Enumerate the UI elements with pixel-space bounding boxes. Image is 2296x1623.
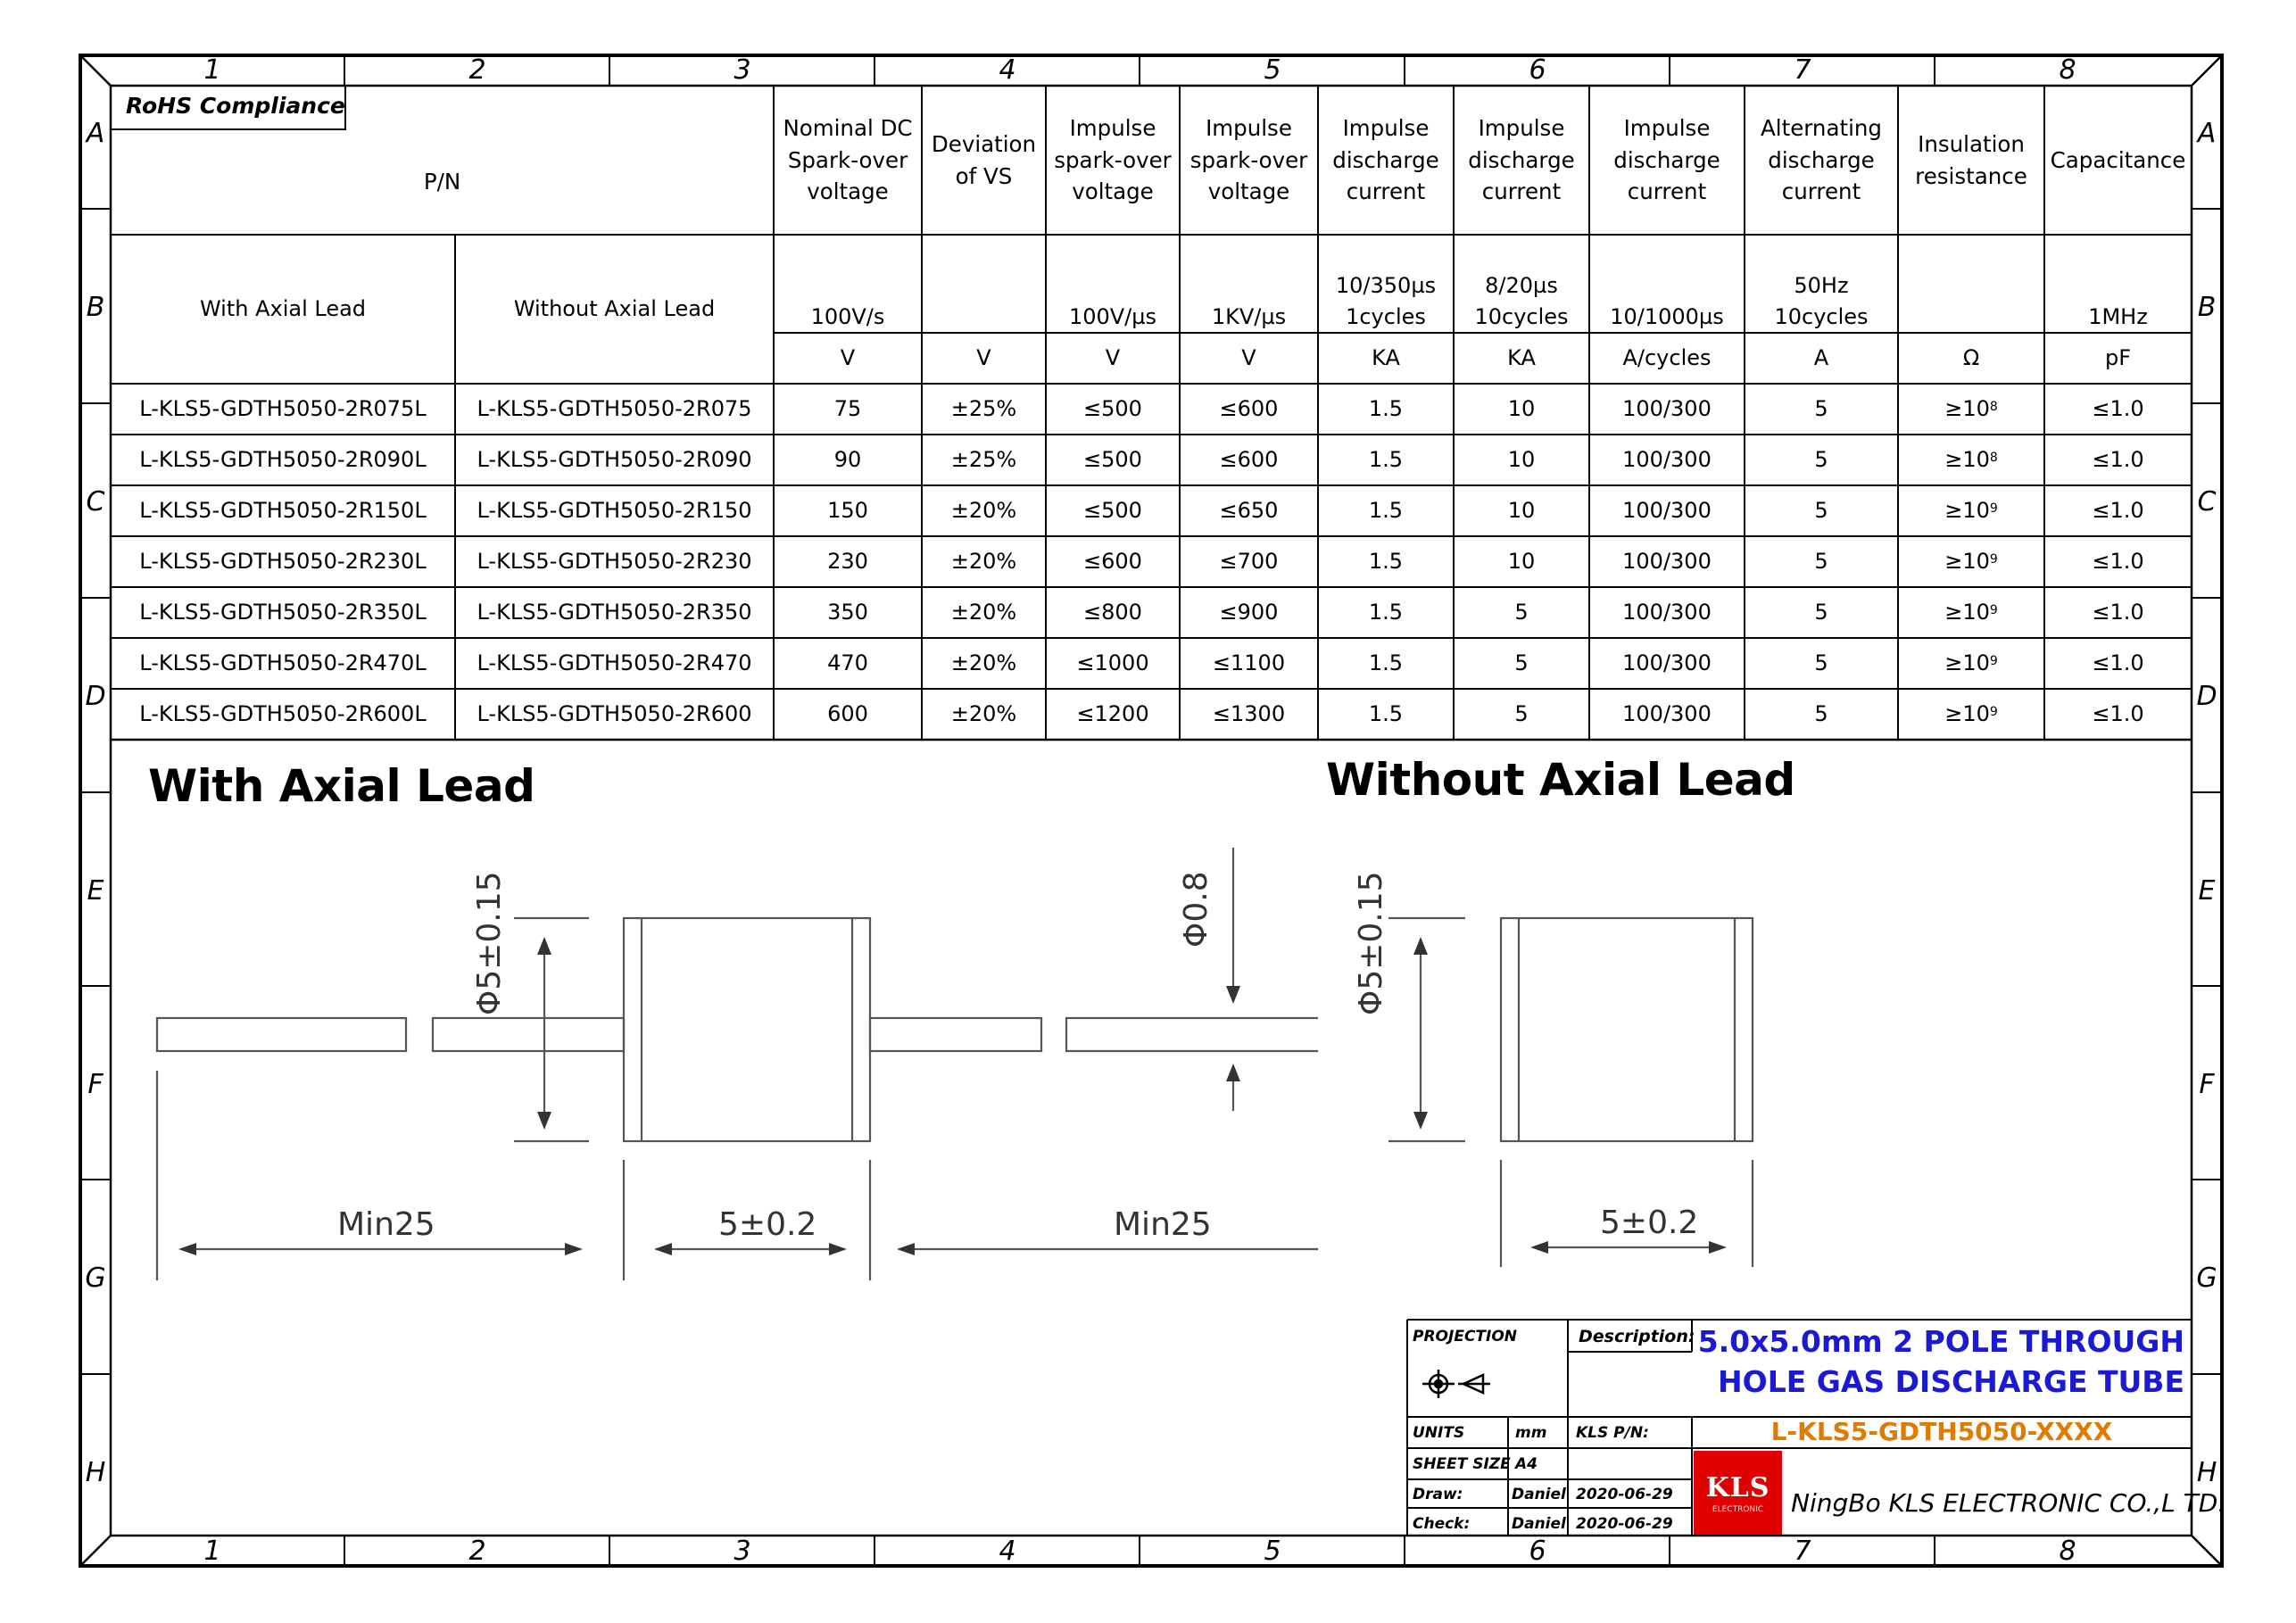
unit-cell: pF xyxy=(2104,345,2132,371)
discharge-8-20-value: 5 xyxy=(1514,701,1529,727)
lead-diameter-dim: Φ0.8 xyxy=(1178,871,1214,948)
deviation-value: ±20% xyxy=(950,701,1017,727)
description-line: HOLE GAS DISCHARGE TUBE xyxy=(1718,1363,2184,1399)
pn-without-lead: L-KLS5-GDTH5050-2R470 xyxy=(477,650,752,676)
insulation-value: ≥10 $^9$ xyxy=(1944,498,1998,524)
dc-sparkover-value: 75 xyxy=(833,396,862,422)
dc-sparkover-value: 600 xyxy=(827,701,868,727)
insulation-value: ≥10 $^9$ xyxy=(1944,600,1998,625)
param-header: Insulation resistance xyxy=(1915,130,2027,189)
zone-row-label: D xyxy=(85,681,106,712)
condition-cell: 10/1000µs xyxy=(1610,304,1724,330)
zone-col-label: 3 xyxy=(734,1536,751,1567)
third-angle-projection-icon xyxy=(1419,1365,1499,1403)
lead-length-dim: Min25 xyxy=(1114,1206,1212,1243)
pn-with-lead: L-KLS5-GDTH5050-2R470L xyxy=(139,650,427,676)
zone-col-label: 5 xyxy=(1264,54,1281,86)
units-value: mm xyxy=(1515,1424,1547,1442)
zone-col-label: 4 xyxy=(999,54,1016,86)
impulse-100v-value: ≤500 xyxy=(1083,396,1142,422)
body-diameter-dim: Φ5±0.15 xyxy=(471,871,508,1015)
ac-discharge-value: 5 xyxy=(1814,650,1828,676)
unit-cell: V xyxy=(1105,345,1121,371)
condition-cell: 50Hz 10cycles xyxy=(1774,273,1869,330)
description-line: 5.0x5.0mm 2 POLE THROUGH xyxy=(1697,1324,2184,1359)
discharge-8-20-value: 5 xyxy=(1514,650,1529,676)
discharge-10-1000-value: 100/300 xyxy=(1622,600,1712,625)
projection-label: PROJECTION xyxy=(1413,1328,1518,1346)
rohs-compliance-label: RoHS Compliance xyxy=(126,93,345,119)
capacitance-value: ≤1.0 xyxy=(2092,396,2144,422)
zone-col-label: 4 xyxy=(999,1536,1016,1567)
body-length-dim: 5±0.2 xyxy=(718,1206,817,1243)
pn-with-lead: L-KLS5-GDTH5050-2R075L xyxy=(139,396,427,422)
zone-row-label: D xyxy=(2196,681,2217,712)
zone-row-label: G xyxy=(2196,1263,2217,1294)
capacitance-value: ≤1.0 xyxy=(2092,600,2144,625)
discharge-10-350-value: 1.5 xyxy=(1368,701,1404,727)
unit-cell: A/cycles xyxy=(1622,345,1712,371)
units-label: UNITS xyxy=(1413,1424,1465,1442)
discharge-10-350-value: 1.5 xyxy=(1368,650,1404,676)
ac-discharge-value: 5 xyxy=(1814,549,1828,575)
logo-text: KLS xyxy=(1705,1471,1770,1503)
zone-row-label: F xyxy=(87,1069,104,1100)
capacitance-value: ≤1.0 xyxy=(2092,447,2144,473)
discharge-10-1000-value: 100/300 xyxy=(1622,650,1712,676)
impulse-1kv-value: ≤1300 xyxy=(1212,701,1286,727)
discharge-10-1000-value: 100/300 xyxy=(1622,701,1712,727)
pn-sub-header-without-lead: Without Axial Lead xyxy=(513,296,716,322)
pn-with-lead: L-KLS5-GDTH5050-2R600L xyxy=(139,701,427,727)
pn-sub-header-with-lead: With Axial Lead xyxy=(199,296,367,322)
param-header: Deviation of VS xyxy=(931,130,1037,189)
without-axial-lead-title: Without Axial Lead xyxy=(1326,754,1795,806)
discharge-10-1000-value: 100/300 xyxy=(1622,396,1712,422)
dc-sparkover-value: 350 xyxy=(827,600,868,625)
param-header: Impulse discharge current xyxy=(1332,115,1439,205)
condition-cell: 100V/s xyxy=(810,304,885,330)
discharge-8-20-value: 5 xyxy=(1514,600,1529,625)
sheet-size-label: SHEET SIZE xyxy=(1413,1455,1511,1473)
condition-cell: 100V/µs xyxy=(1068,304,1157,330)
capacitance-value: ≤1.0 xyxy=(2092,650,2144,676)
pn-with-lead: L-KLS5-GDTH5050-2R150L xyxy=(139,498,427,524)
ac-discharge-value: 5 xyxy=(1814,701,1828,727)
condition-cell: 8/20µs 10cycles xyxy=(1474,273,1569,330)
deviation-value: ±20% xyxy=(950,600,1017,625)
company-name: NingBo KLS ELECTRONIC CO.,L TD. xyxy=(1791,1488,2226,1518)
kls-pn-value: L-KLS5-GDTH5050-XXXX xyxy=(1770,1417,2113,1446)
param-header: Impulse spark-over voltage xyxy=(1189,115,1308,205)
param-header: Capacitance xyxy=(2050,146,2186,173)
zone-col-label: 1 xyxy=(203,54,221,86)
body-diameter-dim: Φ5±0.15 xyxy=(1353,871,1389,1015)
dc-sparkover-value: 470 xyxy=(827,650,868,676)
deviation-value: ±25% xyxy=(950,396,1017,422)
pn-without-lead: L-KLS5-GDTH5050-2R150 xyxy=(477,498,752,524)
unit-cell: KA xyxy=(1372,345,1400,371)
description-label: Description: xyxy=(1579,1327,1695,1346)
discharge-8-20-value: 10 xyxy=(1507,549,1536,575)
impulse-100v-value: ≤500 xyxy=(1083,447,1142,473)
zone-col-label: 6 xyxy=(1529,54,1546,86)
unit-cell: V xyxy=(840,345,856,371)
impulse-1kv-value: ≤600 xyxy=(1219,447,1279,473)
discharge-10-1000-value: 100/300 xyxy=(1622,447,1712,473)
unit-cell: KA xyxy=(1507,345,1536,371)
impulse-100v-value: ≤800 xyxy=(1083,600,1142,625)
impulse-100v-value: ≤600 xyxy=(1083,549,1142,575)
draw-label: Draw: xyxy=(1413,1486,1463,1503)
zone-col-label: 6 xyxy=(1529,1536,1546,1567)
insulation-value: ≥10 $^9$ xyxy=(1944,549,1998,575)
deviation-value: ±20% xyxy=(950,498,1017,524)
capacitance-value: ≤1.0 xyxy=(2092,701,2144,727)
draw-name: Daniel xyxy=(1512,1486,1566,1503)
param-header: Impulse spark-over voltage xyxy=(1054,115,1172,205)
unit-cell: A xyxy=(1813,345,1829,371)
description-text xyxy=(1695,1322,2184,1402)
zone-row-label: G xyxy=(85,1263,106,1294)
sheet-size-value: A4 xyxy=(1515,1455,1538,1473)
condition-cell xyxy=(922,277,1046,333)
zone-col-label: 8 xyxy=(2059,1536,2076,1567)
unit-cell: Ω xyxy=(1962,345,1980,371)
insulation-value: ≥10 $^8$ xyxy=(1944,396,1998,422)
insulation-value: ≥10 $^9$ xyxy=(1944,701,1998,727)
pn-without-lead: L-KLS5-GDTH5050-2R090 xyxy=(477,447,752,473)
zone-row-label: E xyxy=(87,875,104,907)
zone-col-label: 5 xyxy=(1264,1536,1281,1567)
impulse-100v-value: ≤1200 xyxy=(1076,701,1149,727)
ac-discharge-value: 5 xyxy=(1814,498,1828,524)
impulse-1kv-value: ≤650 xyxy=(1219,498,1279,524)
pn-with-lead: L-KLS5-GDTH5050-2R090L xyxy=(139,447,427,473)
condition-cell: 10/350µs 1cycles xyxy=(1335,273,1437,330)
pn-without-lead: L-KLS5-GDTH5050-2R350 xyxy=(477,600,752,625)
zone-row-label: H xyxy=(85,1457,106,1488)
unit-cell: V xyxy=(976,345,991,371)
zone-row-label: B xyxy=(2197,292,2217,323)
deviation-value: ±20% xyxy=(950,650,1017,676)
pn-with-lead: L-KLS5-GDTH5050-2R350L xyxy=(139,600,427,625)
deviation-value: ±20% xyxy=(950,549,1017,575)
param-header: Impulse discharge current xyxy=(1468,115,1575,205)
check-date: 2020-06-29 xyxy=(1576,1515,1673,1533)
kls-pn-label: KLS P/N: xyxy=(1576,1424,1649,1442)
pn-header: P/N xyxy=(423,169,461,195)
impulse-100v-value: ≤1000 xyxy=(1076,650,1149,676)
pn-without-lead: L-KLS5-GDTH5050-2R230 xyxy=(477,549,752,575)
condition-cell xyxy=(1898,277,2044,333)
dc-sparkover-value: 150 xyxy=(827,498,868,524)
impulse-1kv-value: ≤1100 xyxy=(1212,650,1286,676)
zone-col-label: 7 xyxy=(1794,54,1811,86)
pn-with-lead: L-KLS5-GDTH5050-2R230L xyxy=(139,549,427,575)
impulse-100v-value: ≤500 xyxy=(1083,498,1142,524)
zone-col-label: 2 xyxy=(468,1536,486,1567)
zone-col-label: 3 xyxy=(734,54,751,86)
discharge-10-350-value: 1.5 xyxy=(1368,498,1404,524)
lead-length-dim: Min25 xyxy=(337,1206,435,1243)
zone-row-label: C xyxy=(2197,486,2217,518)
discharge-10-1000-value: 100/300 xyxy=(1622,549,1712,575)
impulse-1kv-value: ≤900 xyxy=(1219,600,1279,625)
pn-without-lead: L-KLS5-GDTH5050-2R075 xyxy=(477,396,752,422)
param-header: Impulse discharge current xyxy=(1613,115,1720,205)
deviation-value: ±25% xyxy=(950,447,1017,473)
zone-row-label: A xyxy=(86,118,105,149)
dc-sparkover-value: 230 xyxy=(827,549,868,575)
impulse-1kv-value: ≤700 xyxy=(1219,549,1279,575)
ac-discharge-value: 5 xyxy=(1814,396,1828,422)
zone-row-label: E xyxy=(2198,875,2216,907)
zone-row-label: A xyxy=(2197,118,2217,149)
ac-discharge-value: 5 xyxy=(1814,600,1828,625)
zone-col-label: 2 xyxy=(468,54,486,86)
condition-cell: 1MHz xyxy=(2088,304,2148,330)
zone-row-label: B xyxy=(86,292,105,323)
zone-col-label: 7 xyxy=(1794,1536,1811,1567)
discharge-10-1000-value: 100/300 xyxy=(1622,498,1712,524)
capacitance-value: ≤1.0 xyxy=(2092,549,2144,575)
zone-row-label: H xyxy=(2196,1457,2217,1488)
unit-cell: V xyxy=(1241,345,1256,371)
kls-logo xyxy=(1694,1451,1782,1535)
impulse-1kv-value: ≤600 xyxy=(1219,396,1279,422)
zone-row-label: F xyxy=(2199,1069,2215,1100)
param-header: Nominal DC Spark-over voltage xyxy=(783,115,913,205)
pn-without-lead: L-KLS5-GDTH5050-2R600 xyxy=(477,701,752,727)
body-length-dim: 5±0.2 xyxy=(1600,1205,1699,1241)
param-header: Alternating discharge current xyxy=(1761,115,1882,205)
check-label: Check: xyxy=(1413,1515,1471,1533)
discharge-10-350-value: 1.5 xyxy=(1368,396,1404,422)
dc-sparkover-value: 90 xyxy=(833,447,862,473)
discharge-8-20-value: 10 xyxy=(1507,498,1536,524)
discharge-10-350-value: 1.5 xyxy=(1368,549,1404,575)
discharge-10-350-value: 1.5 xyxy=(1368,600,1404,625)
insulation-value: ≥10 $^9$ xyxy=(1944,650,1998,676)
zone-col-label: 1 xyxy=(203,1536,221,1567)
condition-cell: 1KV/µs xyxy=(1211,304,1287,330)
draw-date: 2020-06-29 xyxy=(1576,1486,1673,1503)
zone-col-label: 8 xyxy=(2059,54,2076,86)
discharge-8-20-value: 10 xyxy=(1507,447,1536,473)
discharge-10-350-value: 1.5 xyxy=(1368,447,1404,473)
capacitance-value: ≤1.0 xyxy=(2092,498,2144,524)
zone-row-label: C xyxy=(86,486,105,518)
with-axial-lead-title: With Axial Lead xyxy=(148,760,535,812)
check-name: Daniel xyxy=(1512,1515,1566,1533)
logo-subtext: ELECTRONIC xyxy=(1712,1504,1764,1514)
insulation-value: ≥10 $^8$ xyxy=(1944,447,1998,473)
ac-discharge-value: 5 xyxy=(1814,447,1828,473)
discharge-8-20-value: 10 xyxy=(1507,396,1536,422)
